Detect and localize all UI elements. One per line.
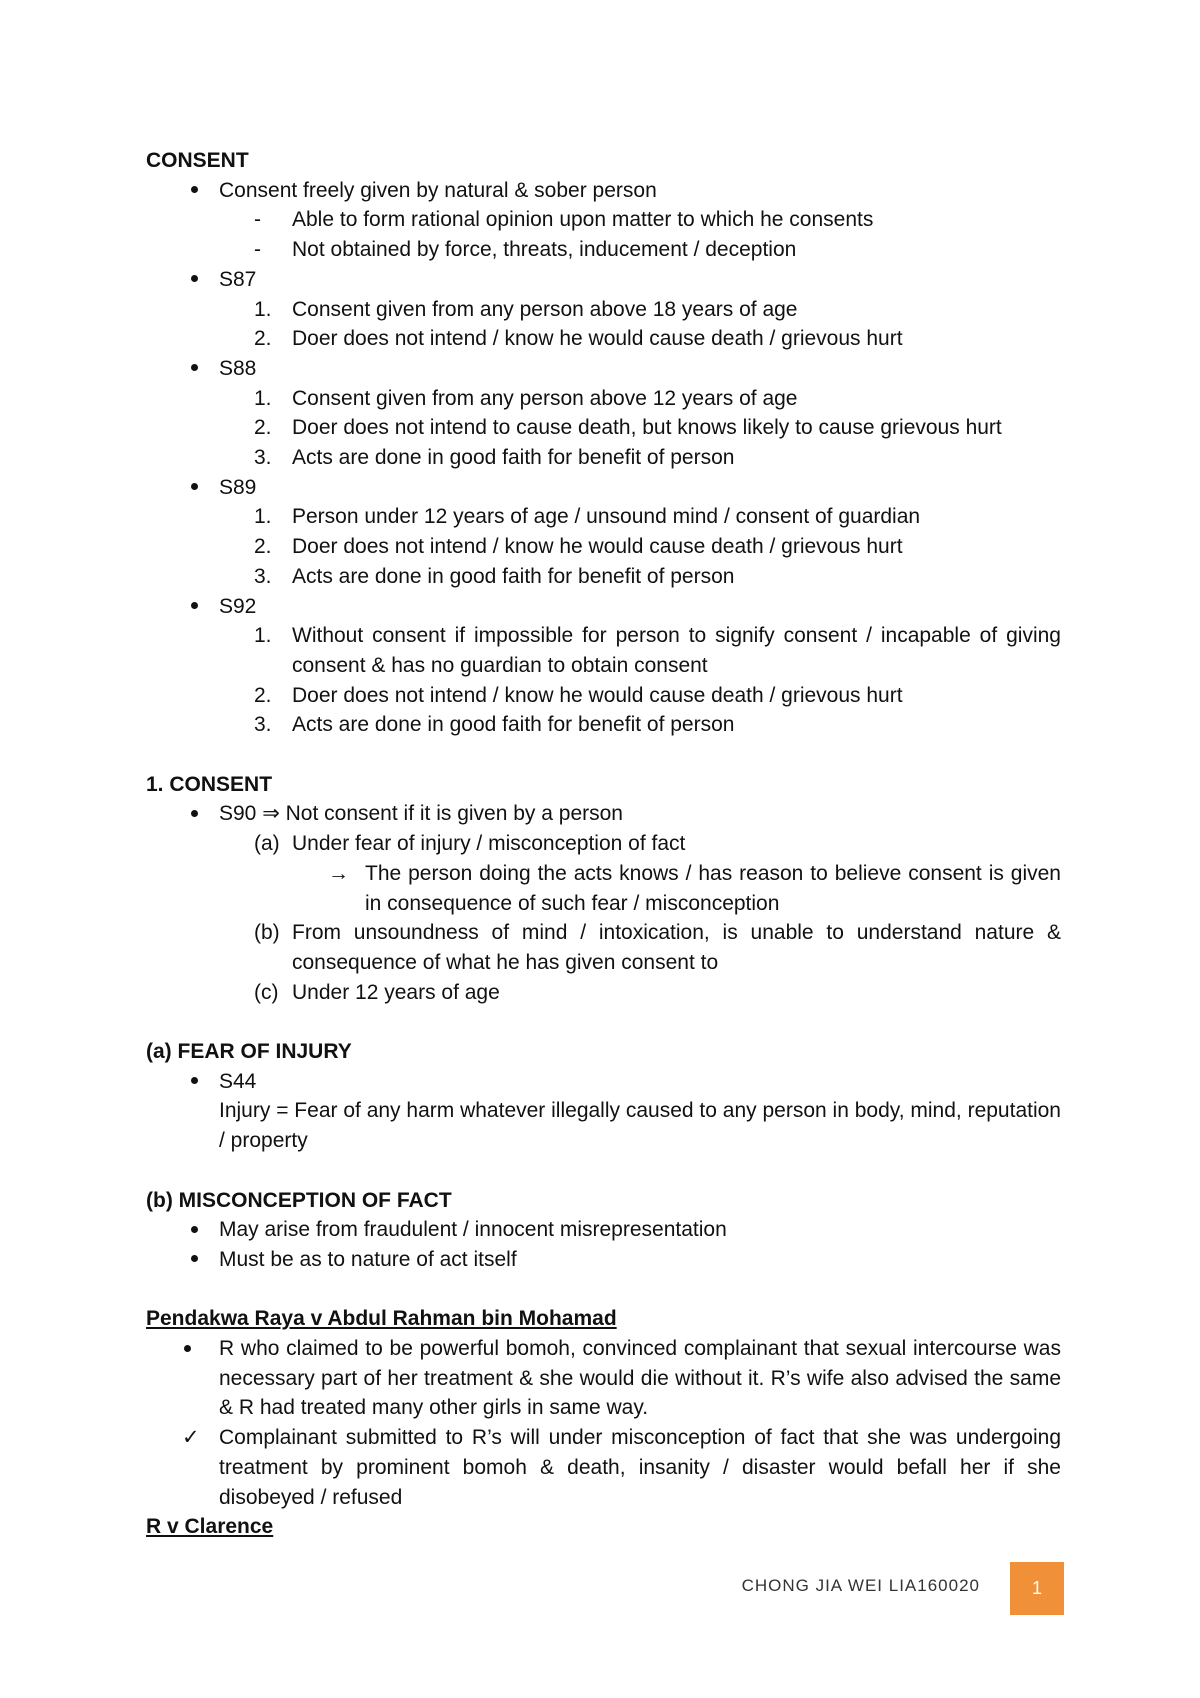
list-item: 3. Acts are done in good faith for benefit of person <box>254 564 735 588</box>
section-heading-fear-of-injury: (a) FEAR OF INJURY <box>146 1040 352 1064</box>
list-item: 2. Doer does not intend / know he would cause death / grievous hurt <box>254 683 903 707</box>
list-item: → The person doing the acts knows / has reason to believe consent is given in consequence of such fear / misconception <box>146 859 1061 918</box>
page-footer <box>700 1562 1064 1615</box>
list-item: 1. Person under 12 years of age / unsound mind / consent of guardian <box>254 505 921 529</box>
bullet-icon <box>184 1215 204 1245</box>
list-item: 3. Acts are done in good faith for benefit of person <box>254 446 735 470</box>
list-item: S90 ⇒ Not consent if it is given by a person <box>146 799 1061 829</box>
list-item: 1. Consent given from any person above 12 years of age <box>254 386 798 410</box>
check-icon: ✓ <box>182 1426 200 1450</box>
list-item: S87 <box>146 265 1061 295</box>
list-item: (b) From unsoundness of mind / intoxication, is unable to understand nature & consequence of what he has given consent to <box>254 921 1061 974</box>
page-number-badge: 1 <box>1010 1562 1064 1615</box>
list-item: Consent freely given by natural & sober person <box>146 176 1061 206</box>
bullet-icon <box>184 265 204 295</box>
list-item: S92 <box>146 592 1061 622</box>
list-item: Must be as to nature of act itself <box>146 1245 1061 1275</box>
bullet-icon <box>184 176 204 206</box>
list-item: (a) Under fear of injury / misconception of fact <box>254 832 686 856</box>
list-item: 1. Consent given from any person above 18 years of age <box>254 297 798 321</box>
section-heading-consent-1: 1. CONSENT <box>146 772 273 796</box>
list-item: 3. Acts are done in good faith for benefit of person <box>254 713 735 737</box>
bullet-icon <box>184 1334 204 1364</box>
list-item: S88 <box>146 354 1061 384</box>
list-item: S44 <box>146 1067 1061 1097</box>
dash-marker: - <box>254 238 261 262</box>
list-item: 2. Doer does not intend / know he would cause death / grievous hurt <box>254 327 903 351</box>
footer-author: CHONG JIA WEI LIA160020 <box>741 1576 980 1595</box>
list-item: S89 <box>146 473 1061 503</box>
case-title: Pendakwa Raya v Abdul Rahman bin Mohamad <box>146 1307 617 1331</box>
section-heading-misconception: (b) MISCONCEPTION OF FACT <box>146 1188 452 1212</box>
list-item: R who claimed to be powerful bomoh, convinced complainant that sexual intercourse was necessary part of her treatment & she would die without it. R’s wife also advised the same & R had treated many other girls in same way. <box>146 1334 1061 1423</box>
dash-marker: - <box>254 208 261 232</box>
list-item: ✓ Complainant submitted to R’s will under misconception of fact that she was undergoing treatment by prominent bomoh & death, insanity / disaster would befall her if she disobeyed / refused <box>146 1423 1061 1512</box>
section-heading-consent: CONSENT <box>146 149 249 172</box>
list-item: - Not obtained by force, threats, inducement / deception <box>146 235 1061 265</box>
list-item: 2. Doer does not intend / know he would cause death / grievous hurt <box>254 535 903 559</box>
bullet-icon <box>184 592 204 622</box>
list-item: 2. Doer does not intend to cause death, but knows likely to cause grievous hurt <box>254 416 1002 440</box>
bullet-icon <box>184 799 204 829</box>
case-title: R v Clarence <box>146 1515 274 1539</box>
definition-text: Injury = Fear of any harm whatever illegally caused to any person in body, mind, reputation / property <box>219 1099 1061 1153</box>
arrow-right-icon: → <box>328 861 349 885</box>
bullet-icon <box>184 354 204 384</box>
list-item: May arise from fraudulent / innocent misrepresentation <box>146 1215 1061 1245</box>
bullet-icon <box>184 1245 204 1275</box>
bullet-icon <box>184 473 204 503</box>
list-item: 1. Without consent if impossible for person to signify consent / incapable of giving consent & has no guardian to obtain consent <box>254 624 1061 677</box>
list-item: (c) Under 12 years of age <box>254 980 500 1004</box>
list-item: - Able to form rational opinion upon matter to which he consents <box>146 205 1061 235</box>
bullet-icon <box>184 1067 204 1097</box>
document-body <box>146 146 1061 1542</box>
